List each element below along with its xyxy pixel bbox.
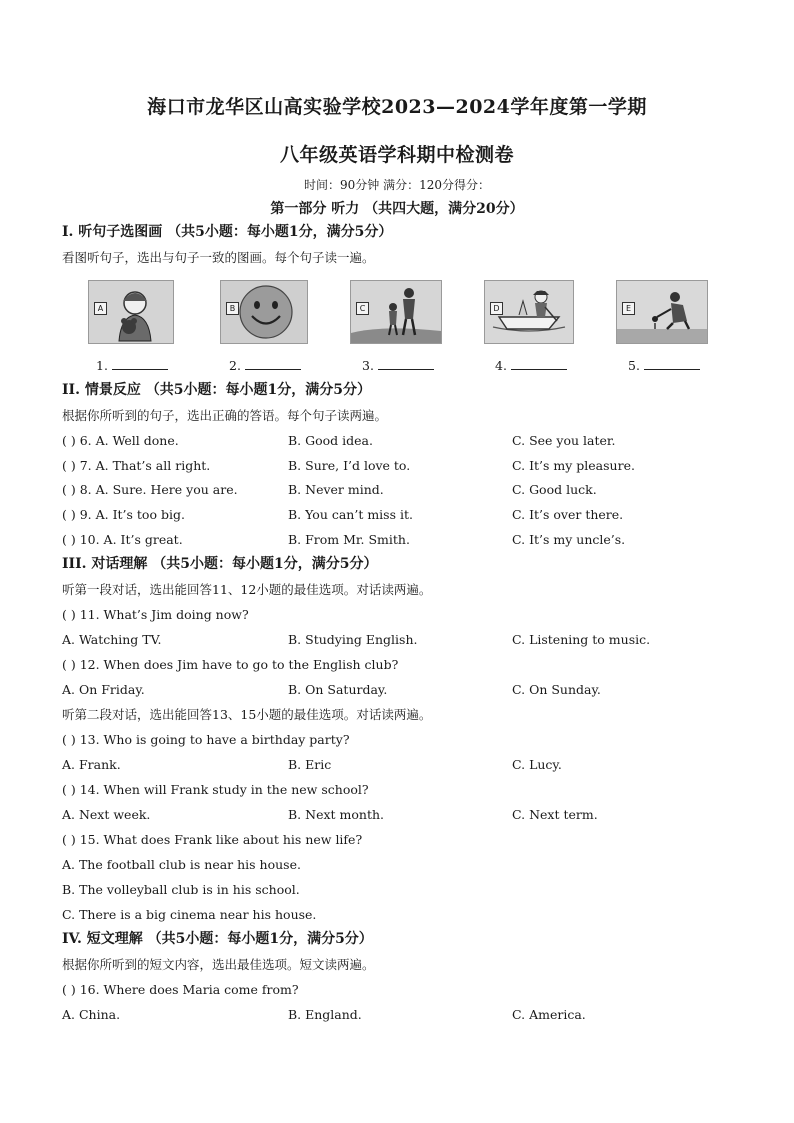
- question-6-option-b: B. Good idea.: [288, 433, 373, 448]
- blank-label-3: 3.: [362, 358, 374, 373]
- answer-blank-4[interactable]: [495, 358, 567, 373]
- question-7-option-c: C. It’s my pleasure.: [512, 458, 635, 473]
- question-15: ( ) 15. What does Frank like about his new life?: [62, 832, 363, 847]
- question-12-option-a: A. On Friday.: [62, 682, 145, 697]
- blank-line-1[interactable]: [112, 358, 168, 370]
- question-14-option-a: A. Next week.: [62, 807, 151, 822]
- question-10-option-b: B. From Mr. Smith.: [288, 532, 410, 547]
- question-10-option-c: C. It’s my uncle’s.: [512, 532, 626, 547]
- answer-blank-3[interactable]: [362, 358, 434, 373]
- picture-a: [88, 280, 174, 344]
- blank-label-4: 4.: [495, 358, 507, 373]
- picture-tag-e: E: [622, 302, 635, 315]
- question-6: ( ) 6. A. Well done.: [62, 433, 179, 448]
- part-one-heading: 第一部分 听力 （共四大题，满分20分）: [270, 201, 524, 217]
- exam-meta: 时间：90分钟 满分：120分得分：: [304, 178, 490, 192]
- section1-title: I. 听句子选图画 （共5小题：每小题1分，满分5分）: [62, 224, 393, 240]
- question-13-option-b: B. Eric: [288, 757, 332, 772]
- question-8: ( ) 8. A. Sure. Here you are.: [62, 482, 238, 497]
- blank-label-2: 2.: [229, 358, 241, 373]
- question-15-option-b: B. The volleyball club is in his school.: [62, 882, 300, 897]
- section2-instruction: 根据你所听到的句子，选出正确的答语。每个句子读两遍。: [62, 408, 388, 423]
- section1-instruction: 看图听句子，选出与句子一致的图画。每个句子读一遍。: [62, 250, 375, 265]
- question-13: ( ) 13. Who is going to have a birthday party?: [62, 732, 350, 747]
- picture-e: [616, 280, 708, 344]
- question-11-option-c: C. Listening to music.: [512, 632, 651, 647]
- question-10: ( ) 10. A. It’s great.: [62, 532, 183, 547]
- question-11-option-a: A. Watching TV.: [62, 632, 162, 647]
- question-7: ( ) 7. A. That’s all right.: [62, 458, 211, 473]
- section4-instruction: 根据你所听到的短文内容，选出最佳选项。短文读两遍。: [62, 957, 375, 972]
- picture-tag-a: A: [94, 302, 107, 315]
- exam-title-school: 海口市龙华区山高实验学校2023—2024学年度第一学期: [147, 96, 647, 118]
- question-9-option-c: C. It’s over there.: [512, 507, 624, 522]
- question-8-option-c: C. Good luck.: [512, 482, 597, 497]
- question-14: ( ) 14. When will Frank study in the new school?: [62, 782, 369, 797]
- question-16-option-c: C. America.: [512, 1007, 586, 1022]
- answer-blank-1[interactable]: [96, 358, 168, 373]
- question-14-option-c: C. Next term.: [512, 807, 598, 822]
- question-16-option-b: B. England.: [288, 1007, 362, 1022]
- blank-label-5: 5.: [628, 358, 640, 373]
- question-11: ( ) 11. What’s Jim doing now?: [62, 607, 249, 622]
- answer-blank-2[interactable]: [229, 358, 301, 373]
- question-16-option-a: A. China.: [62, 1007, 121, 1022]
- picture-tag-c: C: [356, 302, 369, 315]
- picture-b: [220, 280, 308, 344]
- picture-tag-b: B: [226, 302, 239, 315]
- question-7-option-b: B. Sure, I’d love to.: [288, 458, 411, 473]
- question-9: ( ) 9. A. It’s too big.: [62, 507, 185, 522]
- question-9-option-b: B. You can’t miss it.: [288, 507, 413, 522]
- blank-line-4[interactable]: [511, 358, 567, 370]
- blank-line-3[interactable]: [378, 358, 434, 370]
- question-12: ( ) 12. When does Jim have to go to the English club?: [62, 657, 399, 672]
- section3-title: III. 对话理解 （共5小题：每小题1分，满分5分）: [62, 556, 378, 572]
- question-8-option-b: B. Never mind.: [288, 482, 384, 497]
- exam-title-subject: 八年级英语学科期中检测卷: [279, 144, 514, 166]
- section3-instruction1: 听第一段对话，选出能回答11、12小题的最佳选项。对话读两遍。: [62, 582, 432, 597]
- blank-line-2[interactable]: [245, 358, 301, 370]
- question-15-option-c: C. There is a big cinema near his house.: [62, 907, 317, 922]
- blank-line-5[interactable]: [644, 358, 700, 370]
- question-6-option-c: C. See you later.: [512, 433, 616, 448]
- question-13-option-a: A. Frank.: [62, 757, 121, 772]
- question-15-option-a: A. The football club is near his house.: [62, 857, 301, 872]
- question-16: ( ) 16. Where does Maria come from?: [62, 982, 299, 997]
- picture-tag-d: D: [490, 302, 503, 315]
- question-12-option-c: C. On Sunday.: [512, 682, 601, 697]
- question-13-option-c: C. Lucy.: [512, 757, 562, 772]
- picture-d: [484, 280, 574, 344]
- section4-title: IV. 短文理解 （共5小题：每小题1分，满分5分）: [62, 931, 373, 947]
- blank-label-1: 1.: [96, 358, 108, 373]
- section2-title: II. 情景反应 （共5小题：每小题1分，满分5分）: [62, 382, 371, 398]
- question-14-option-b: B. Next month.: [288, 807, 384, 822]
- question-11-option-b: B. Studying English.: [288, 632, 418, 647]
- section3-instruction2: 听第二段对话，选出能回答13、15小题的最佳选项。对话读两遍。: [62, 707, 432, 722]
- picture-c: [350, 280, 442, 344]
- question-12-option-b: B. On Saturday.: [288, 682, 388, 697]
- answer-blank-5[interactable]: [628, 358, 700, 373]
